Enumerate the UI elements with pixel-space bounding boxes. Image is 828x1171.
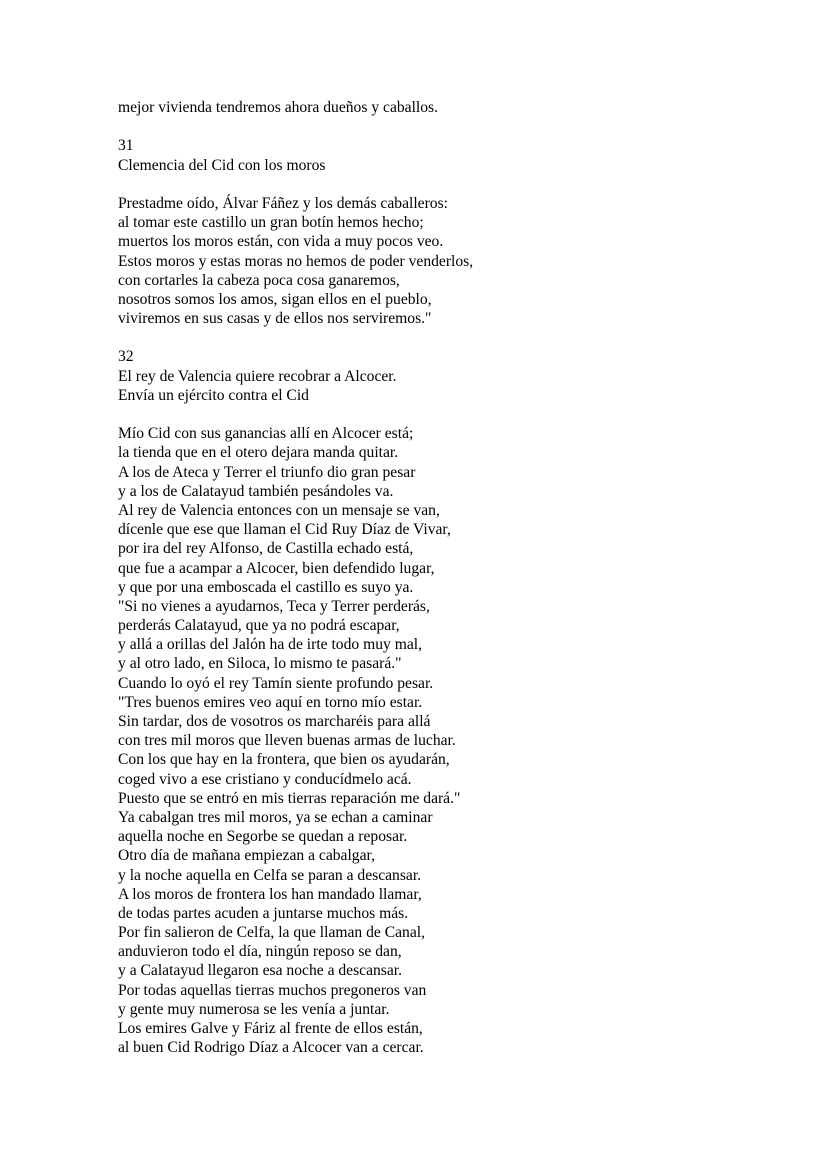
verse-line: y gente muy numerosa se les venía a juntar.: [118, 1000, 390, 1018]
verse-line: perderás Calatayud, que ya no podrá escapar,: [118, 617, 400, 635]
verse-line: Cuando lo oyó el rey Tamín siente profundo pesar.: [118, 674, 434, 692]
paragraph-gap: [118, 328, 798, 347]
verse-line: y a Calatayud llegaron esa noche a descansar.: [118, 962, 403, 980]
verse-line: Sin tardar, dos de vosotros os marcharéis para allá: [118, 713, 431, 730]
section-number: 32: [118, 348, 134, 366]
verse-line: mejor vivienda tendremos ahora dueños y caballos.: [118, 99, 439, 116]
verse-line: Puesto que se entró en mis tierras reparación me dará.": [118, 789, 461, 807]
paragraph-gap: [118, 405, 798, 424]
verse-line: con cortarles la cabeza poca cosa ganaremos,: [118, 271, 400, 289]
verse-line: y al otro lado, en Siloca, lo mismo te pasará.": [118, 655, 402, 673]
verse-line: al tomar este castillo un gran botín hemos hecho;: [118, 214, 424, 232]
section-31: [118, 136, 798, 328]
paragraph-gap: [118, 175, 798, 194]
section-title: Envía un ejército contra el Cid: [118, 386, 309, 404]
verse-line: Al rey de Valencia entonces con un mensaje se van,: [118, 501, 440, 519]
section-number: 31: [118, 137, 134, 155]
document-page: [118, 98, 798, 1057]
section-title: El rey de Valencia quiere recobrar a Alcocer.: [118, 367, 397, 385]
verse-line: A los de Ateca y Terrer el triunfo dio gran pesar: [118, 463, 416, 481]
verse-line: A los moros de frontera los han mandado llamar,: [118, 885, 422, 903]
verse-line: Otro día de mañana empiezan a cabalgar,: [118, 847, 375, 865]
verse-line: "Tres buenos emires veo aquí en torno mío estar.: [118, 693, 423, 711]
verse-line: que fue a acampar a Alcocer, bien defendido lugar,: [118, 559, 435, 577]
verse-line: Por fin salieron de Celfa, la que llaman de Canal,: [118, 924, 426, 942]
paragraph-gap: [118, 117, 798, 136]
verse-line: dícenle que ese que llaman el Cid Ruy Díaz de Vivar,: [118, 521, 451, 539]
verse-line: muertos los moros están, con vida a muy pocos veo.: [118, 233, 444, 251]
verse-line: anduvieron todo el día, ningún reposo se dan,: [118, 943, 402, 961]
verse-line: y allá a orillas del Jalón ha de irte todo muy mal,: [118, 636, 422, 654]
opening-text: [118, 98, 798, 117]
verse-line: al buen Cid Rodrigo Díaz a Alcocer van a cercar.: [118, 1039, 424, 1057]
verse-line: la tienda que en el otero dejara manda quitar.: [118, 444, 399, 462]
verse-line: con tres mil moros que lleven buenas armas de luchar.: [118, 732, 456, 750]
verse-line: de todas partes acuden a juntarse muchos más.: [118, 904, 409, 922]
verse-line: "Si no vienes a ayudarnos, Teca y Terrer perderás,: [118, 597, 430, 615]
section-title: Clemencia del Cid con los moros: [118, 156, 326, 174]
verse-line: Ya cabalgan tres mil moros, ya se echan a caminar: [118, 808, 433, 826]
section-32: [118, 347, 798, 1057]
section-32-verses: [118, 424, 798, 1057]
verse-line: Mío Cid con sus ganancias allí en Alcocer está;: [118, 425, 414, 443]
verse-line: coged vivo a ese cristiano y conducídmelo acá.: [118, 770, 412, 788]
verse-line: Por todas aquellas tierras muchos pregoneros van: [118, 981, 427, 999]
verse-line: Los emires Galve y Fáriz al frente de ellos están,: [118, 1020, 423, 1037]
verse-line: y a los de Calatayud también pesándoles va.: [118, 482, 394, 500]
verse-line: y la noche aquella en Celfa se paran a descansar.: [118, 866, 422, 884]
verse-line: Prestadme oído, Álvar Fáñez y los demás caballeros:: [118, 194, 448, 212]
verse-line: Estos moros y estas moras no hemos de poder venderlos,: [118, 252, 474, 270]
verse-line: nosotros somos los amos, sigan ellos en el pueblo,: [118, 290, 432, 308]
verse-line: Con los que hay en la frontera, que bien os ayudarán,: [118, 751, 450, 769]
verse-line: aquella noche en Segorbe se quedan a reposar.: [118, 828, 408, 846]
section-31-verses: [118, 194, 798, 328]
verse-line: y que por una emboscada el castillo es suyo ya.: [118, 578, 414, 596]
verse-line: viviremos en sus casas y de ellos nos serviremos.": [118, 310, 432, 328]
verse-line: por ira del rey Alfonso, de Castilla echado está,: [118, 540, 414, 558]
